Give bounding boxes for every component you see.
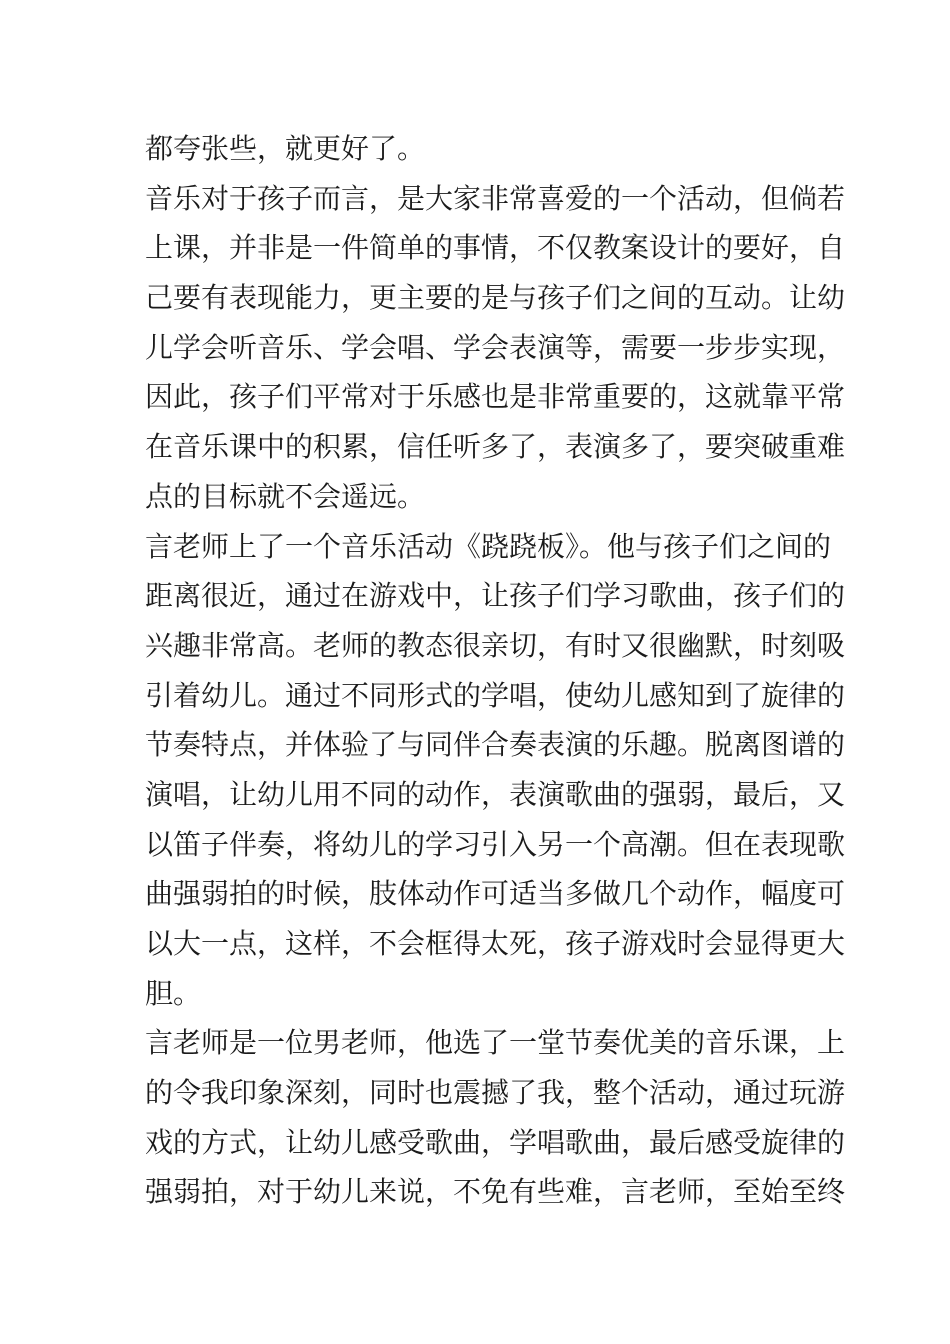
text-line: 上课，并非是一件简单的事情，不仅教案设计的要好，自	[145, 231, 846, 265]
text-line: 因此，孩子们平常对于乐感也是非常重要的，这就靠平常	[145, 380, 846, 414]
text-line: 在音乐课中的积累，信任听多了，表演多了，要突破重难	[145, 430, 846, 464]
text-line: 距离很近，通过在游戏中，让孩子们学习歌曲，孩子们的	[145, 579, 846, 613]
text-line: 曲强弱拍的时候，肢体动作可适当多做几个动作，幅度可	[145, 877, 846, 911]
text-line: 音乐对于孩子而言，是大家非常喜爱的一个活动，但倘若	[145, 181, 846, 215]
text-line: 都夸张些，就更好了。	[145, 132, 426, 165]
text-line: 以大一点，这样，不会框得太死，孩子游戏时会显得更大	[145, 927, 846, 960]
text-line: 引着幼儿。通过不同形式的学唱，使幼儿感知到了旋律的	[145, 678, 846, 712]
text-line: 胆。	[145, 976, 202, 1010]
text-line: 点的目标就不会遥远。	[145, 479, 426, 513]
text-line: 节奏特点，并体验了与同伴合奏表演的乐趣。脱离图谱的	[145, 728, 846, 762]
document-body	[145, 124, 846, 1217]
text-line: 强弱拍，对于幼儿来说，不免有些难，言老师，至始至终	[145, 1175, 846, 1209]
text-line: 言老师是一位男老师，他选了一堂节奏优美的音乐课，上	[145, 1026, 846, 1060]
text-line: 己要有表现能力，更主要的是与孩子们之间的互动。让幼	[145, 281, 846, 315]
text-line: 演唱，让幼儿用不同的动作，表演歌曲的强弱，最后，又	[145, 777, 846, 811]
text-line: 戏的方式，让幼儿感受歌曲，学唱歌曲，最后感受旋律的	[145, 1125, 846, 1159]
text-line: 儿学会听音乐、学会唱、学会表演等，需要一步步实现，	[145, 330, 846, 364]
text-line: 兴趣非常高。老师的教态很亲切，有时又很幽默，时刻吸	[145, 628, 846, 662]
text-line: 言老师上了一个音乐活动《跷跷板》。他与孩子们之间的	[145, 529, 832, 563]
text-line: 以笛子伴奏，将幼儿的学习引入另一个高潮。但在表现歌	[145, 827, 846, 861]
text-line: 的令我印象深刻，同时也震撼了我，整个活动，通过玩游	[145, 1076, 846, 1110]
